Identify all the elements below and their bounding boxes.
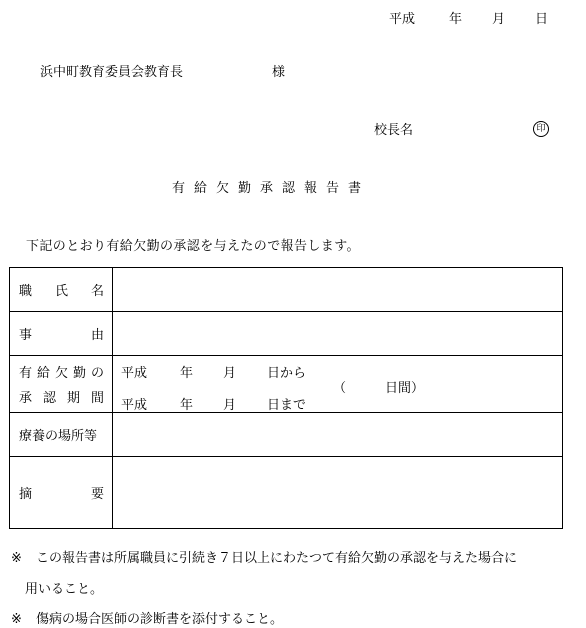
addressee-honorific: 様 xyxy=(272,65,286,80)
date-year-unit: 年 xyxy=(449,12,463,27)
note-1 xyxy=(11,547,517,566)
place-label-cell xyxy=(10,413,113,457)
place-value-cell[interactable] xyxy=(113,413,563,457)
name-value-cell[interactable] xyxy=(113,268,563,312)
summary-value-cell[interactable] xyxy=(113,457,563,529)
period-label: 有 給 欠 勤 の 承 認 期 間 xyxy=(19,366,104,406)
principal-name-label: 校長名 xyxy=(374,123,414,138)
seal-icon: 印 xyxy=(533,121,549,137)
place-label: 療養の場所等 xyxy=(19,429,98,444)
summary-label-cell xyxy=(10,457,113,529)
intro-text: 下記のとおり有給欠勤の承認を与えたので報告します。 xyxy=(26,239,360,254)
table-row-place xyxy=(10,413,563,457)
summary-label: 摘 要 xyxy=(19,487,104,502)
date-day-unit: 日 xyxy=(535,12,549,27)
reason-label-cell xyxy=(10,312,113,356)
note-mark: ※ xyxy=(11,612,22,627)
table-row-period xyxy=(10,356,563,413)
note-1-line2: 用いること。 xyxy=(25,582,104,597)
table-row-reason xyxy=(10,312,563,356)
name-label: 職 氏 名 xyxy=(19,284,104,299)
period-value-cell[interactable]: 平成 年 月 日から 平成 年 月 日まで （ 日間） xyxy=(113,356,563,413)
note-1-line1: この報告書は所属職員に引続き７日以上にわたつて有給欠勤の承認を与えた場合に xyxy=(36,551,518,566)
note-mark: ※ xyxy=(11,551,22,566)
reason-value-cell[interactable] xyxy=(113,312,563,356)
name-label-cell xyxy=(10,268,113,312)
date-era: 平成 xyxy=(389,12,416,27)
document-title: 有給欠勤承認報告書 xyxy=(172,181,371,196)
reason-label: 事 由 xyxy=(19,328,104,343)
date-month-unit: 月 xyxy=(492,12,506,27)
table-row-name xyxy=(10,268,563,312)
period-label-cell xyxy=(10,356,113,413)
table-row-summary xyxy=(10,457,563,529)
note-2 xyxy=(11,608,283,627)
note-2-line1: 傷病の場合医師の診断書を添付すること。 xyxy=(36,612,284,627)
report-table xyxy=(9,267,563,529)
addressee-name: 浜中町教育委員会教育長 xyxy=(40,65,184,80)
